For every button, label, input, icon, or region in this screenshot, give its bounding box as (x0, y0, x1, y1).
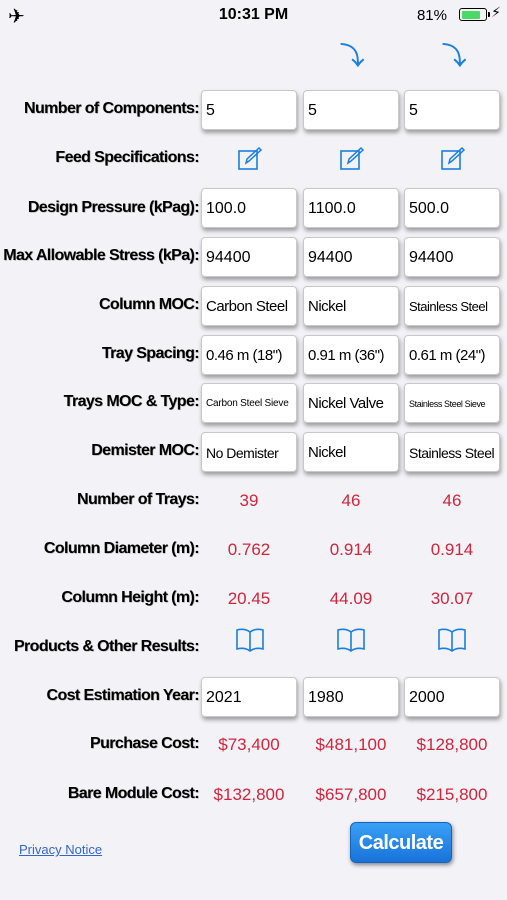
trays-moc-select[interactable]: Stainless Steel Sieve (404, 383, 500, 423)
tray-spacing-select[interactable]: 0.46 m (18") (201, 335, 297, 375)
num-components-input[interactable]: 5 (404, 90, 500, 130)
airplane-icon: ✈ (8, 4, 25, 28)
purchase-cost-value: $73,400 (218, 735, 280, 754)
demister-moc-select[interactable]: Nickel (303, 432, 399, 472)
column-diameter-value: 0.914 (430, 540, 474, 559)
bare-module-cost-value: $132,800 (213, 785, 285, 804)
edit-icon[interactable] (339, 146, 365, 172)
cost-year-input[interactable]: 1980 (303, 677, 399, 717)
calculate-button[interactable]: Calculate (350, 822, 452, 863)
label-max-allowable-stress: Max Allowable Stress (kPa): (3, 247, 199, 264)
label-purchase-cost: Purchase Cost: (90, 735, 199, 752)
tray-spacing-select[interactable]: 0.91 m (36") (303, 335, 399, 375)
design-pressure-input[interactable]: 100.0 (201, 188, 297, 228)
label-cost-estimation-year: Cost Estimation Year: (46, 687, 199, 704)
purchase-cost-value: $128,800 (416, 735, 488, 754)
trays-moc-select[interactable]: Nickel Valve (303, 383, 399, 423)
battery-icon (459, 8, 487, 21)
num-components-input[interactable]: 5 (201, 90, 297, 130)
bare-module-cost-value: $215,800 (416, 785, 488, 804)
book-icon[interactable] (438, 627, 466, 653)
charging-icon: ⚡ (491, 5, 501, 21)
num-trays-value: 46 (442, 491, 462, 510)
cost-year-input[interactable]: 2000 (404, 677, 500, 717)
design-pressure-input[interactable]: 1100.0 (303, 188, 399, 228)
arrow-down-icon[interactable]: ⤵ (442, 42, 466, 70)
edit-icon[interactable] (440, 146, 466, 172)
book-icon[interactable] (337, 627, 365, 653)
status-time: 10:31 PM (218, 6, 289, 23)
edit-icon[interactable] (237, 146, 263, 172)
battery-percent: 81% (416, 7, 447, 24)
trays-moc-select[interactable]: Carbon Steel Sieve (201, 383, 297, 423)
max-stress-input[interactable]: 94400 (303, 237, 399, 277)
label-column-height: Column Height (m): (61, 589, 199, 606)
column-moc-select[interactable]: Stainless Steel (404, 286, 500, 326)
demister-moc-select[interactable]: No Demister (201, 432, 297, 472)
privacy-notice-link[interactable]: Privacy Notice (19, 842, 103, 857)
label-feed-specifications: Feed Specifications: (55, 149, 199, 166)
demister-moc-select[interactable]: Stainless Steel (404, 432, 500, 472)
label-number-of-trays: Number of Trays: (77, 491, 199, 508)
label-column-moc: Column MOC: (98, 296, 199, 313)
column-height-value: 30.07 (430, 589, 474, 608)
column-moc-select[interactable]: Carbon Steel (201, 286, 297, 326)
label-products-results: Products & Other Results: (13, 638, 199, 655)
column-height-value: 44.09 (329, 589, 373, 608)
label-column-diameter: Column Diameter (m): (43, 540, 199, 557)
design-pressure-input[interactable]: 500.0 (404, 188, 500, 228)
label-demister-moc: Demister MOC: (91, 442, 199, 459)
column-diameter-value: 0.914 (329, 540, 373, 559)
num-trays-value: 39 (239, 491, 259, 510)
num-components-input[interactable]: 5 (303, 90, 399, 130)
label-bare-module-cost: Bare Module Cost: (67, 785, 199, 802)
num-trays-value: 46 (341, 491, 361, 510)
bare-module-cost-value: $657,800 (315, 785, 387, 804)
book-icon[interactable] (236, 627, 264, 653)
label-design-pressure: Design Pressure (kPag): (27, 199, 199, 216)
purchase-cost-value: $481,100 (315, 735, 387, 754)
column-height-value: 20.45 (227, 589, 271, 608)
max-stress-input[interactable]: 94400 (201, 237, 297, 277)
arrow-down-icon[interactable]: ⤵ (340, 42, 364, 70)
tray-spacing-select[interactable]: 0.61 m (24") (404, 335, 500, 375)
cost-year-input[interactable]: 2021 (201, 677, 297, 717)
status-bar (0, 0, 507, 30)
label-number-of-components: Number of Components: (24, 100, 199, 117)
label-trays-moc-type: Trays MOC & Type: (63, 393, 199, 410)
column-diameter-value: 0.762 (227, 540, 271, 559)
column-moc-select[interactable]: Nickel (303, 286, 399, 326)
max-stress-input[interactable]: 94400 (404, 237, 500, 277)
label-tray-spacing: Tray Spacing: (101, 345, 199, 362)
